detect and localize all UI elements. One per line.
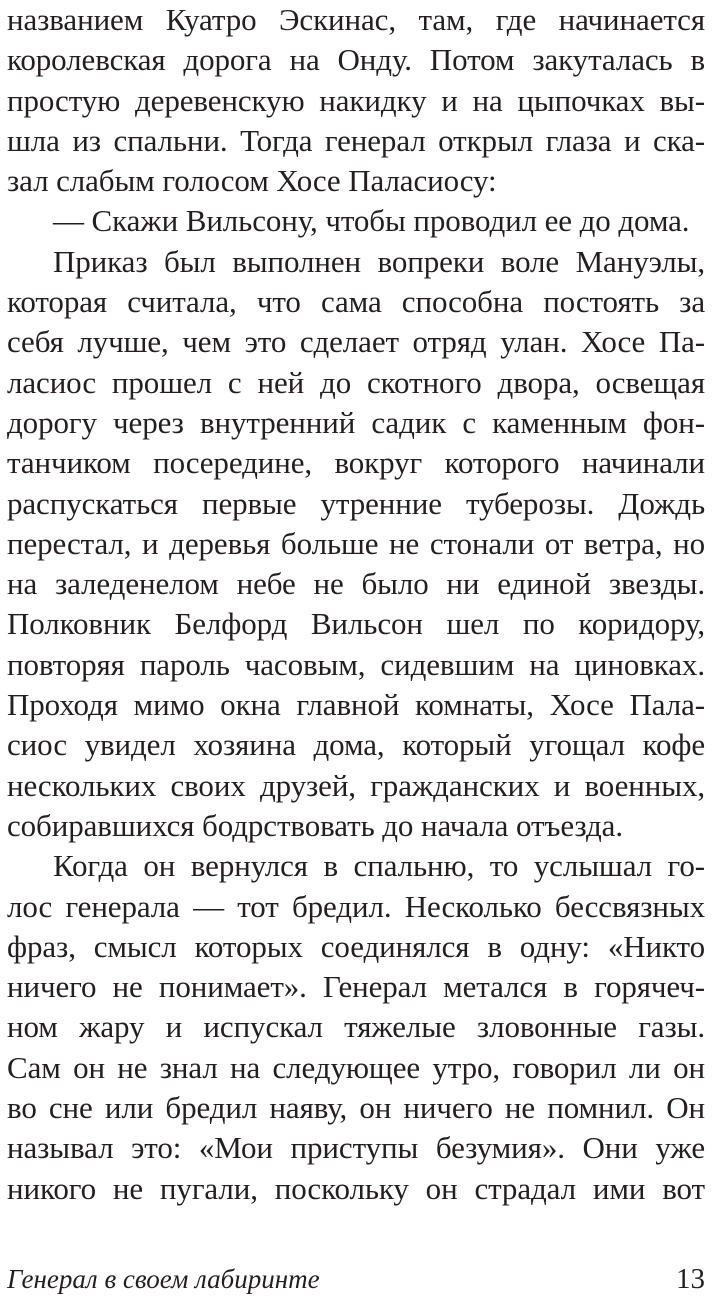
text-line: никого не пугали, поскольку он страдал ими вот bbox=[7, 1170, 705, 1206]
text-line: повторяя пароль часовым, сидевшим на циновках. bbox=[7, 646, 705, 682]
text-line: Когда он вернулся в спальню, то услышал го- bbox=[53, 848, 705, 884]
text-line: танчиком посередине, вокруг которого начинали bbox=[7, 445, 705, 481]
text-line: сиос увидел хозяина дома, который угощал кофе bbox=[7, 727, 705, 763]
text-line: ничего не понимает». Генерал метался в горячеч- bbox=[7, 969, 705, 1005]
text-line: названием Куатро Эскинас, там, где начинается bbox=[7, 2, 705, 37]
text-line: во сне или бредил наяву, он ничего не помнил. Он bbox=[7, 1090, 705, 1126]
text-line: Полковник Белфорд Вильсон шел по коридору, bbox=[7, 606, 705, 642]
text-line: которая считала, что сама способна постоять за bbox=[7, 284, 705, 320]
text-line: — Скажи Вильсону, чтобы проводил ее до дома. bbox=[53, 203, 690, 239]
text-line: фраз, смысл которых соединялся в одну: «Никто bbox=[7, 928, 705, 964]
text-line: на заледенелом небе не было ни единой звезды. bbox=[7, 566, 705, 602]
text-line: простую деревенскую накидку и на цыпочках вы- bbox=[7, 82, 705, 118]
text-line: зал слабым голосом Хосе Паласиосу: bbox=[7, 163, 497, 199]
text-line: называл это: «Мои приступы безумия». Они уже bbox=[7, 1130, 705, 1166]
text-line: собиравшихся бодрствовать до начала отъезда. bbox=[7, 807, 623, 843]
text-line: перестал, и деревья больше не стонали от ветра, но bbox=[7, 525, 705, 561]
page-footer bbox=[7, 1262, 705, 1296]
body-text bbox=[7, 0, 705, 1209]
text-line: шла из спальни. Тогда генерал открыл глаза и ска- bbox=[7, 122, 705, 158]
page-number: 13 bbox=[676, 1263, 705, 1295]
text-line: ном жару и испускал тяжелые зловонные газы. bbox=[7, 1009, 705, 1045]
text-line: Проходя мимо окна главной комнаты, Хосе Пала- bbox=[7, 687, 705, 723]
text-line: королевская дорога на Онду. Потом закуталась в bbox=[7, 42, 705, 78]
text-line: Приказ был выполнен вопреки воле Мануэлы, bbox=[53, 243, 705, 279]
text-line: дорогу через внутренний садик с каменным фон- bbox=[7, 404, 705, 440]
text-line: Сам он не знал на следующее утро, говорил ли он bbox=[7, 1049, 705, 1085]
text-line: распускаться первые утренние туберозы. Дождь bbox=[7, 485, 705, 521]
text-line: нескольких своих друзей, гражданских и военных, bbox=[7, 767, 705, 803]
text-line: ласиос прошел с ней до скотного двора, освещая bbox=[7, 364, 705, 400]
running-title: Генерал в своем лабиринте bbox=[7, 1264, 320, 1294]
text-line: себя лучше, чем это сделает отряд улан. Хосе Па- bbox=[7, 324, 705, 360]
text-line: лос генерала — тот бредил. Несколько бессвязных bbox=[7, 888, 705, 924]
